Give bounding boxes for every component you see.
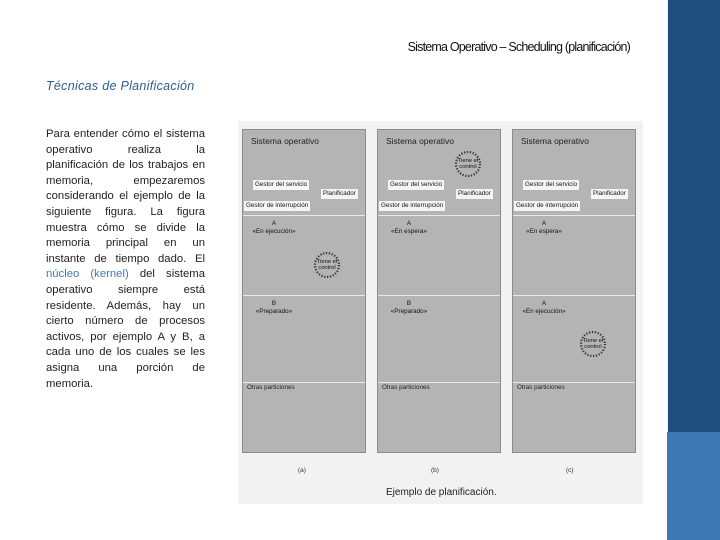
process-a-state: «En espera» xyxy=(526,228,562,235)
process-state: «En ejecución» xyxy=(522,308,566,315)
body-text-part2: del sistema operativo siempre está residente. Además, hay un cierto número de procesos activos, por ejemplo A y B, a cada uno de los cuales se les asigna una porción de memoria. xyxy=(46,268,205,390)
other-divider xyxy=(243,382,365,383)
other-partitions: Otras particiones xyxy=(517,384,565,391)
process-b xyxy=(378,300,440,316)
process-a-state: «En espera» xyxy=(391,228,427,235)
process-a-state: «En ejecución» xyxy=(252,228,296,235)
other-partitions: Otras particiones xyxy=(382,384,430,391)
control-label: Tiene el control xyxy=(457,158,479,170)
kernel-keyword: núcleo (kernel) xyxy=(46,268,129,281)
kernel-divider xyxy=(513,215,635,216)
sidebar-accent-band xyxy=(667,432,720,540)
process-a-letter: A xyxy=(541,220,547,227)
partition-divider xyxy=(243,295,365,296)
process-a-letter: A xyxy=(406,220,412,227)
process-a-letter: A xyxy=(271,220,277,227)
other-divider xyxy=(513,382,635,383)
body-text-part1: Para entender cómo el sistema operativo realiza la planificación de los trabajos en memoria, empezaremos considerando el ejemplo de la siguiente figura. La figura muestra cómo se divide la memoria principal en un instante de tiempo dado. El xyxy=(46,128,205,265)
process-b-state: «Preparado» xyxy=(255,308,293,315)
panel-b xyxy=(377,129,501,453)
kernel-divider xyxy=(243,215,365,216)
scheduler-box: Planificador xyxy=(593,190,626,197)
control-burst xyxy=(579,330,607,358)
panel-label-b: (b) xyxy=(431,467,439,474)
body-paragraph xyxy=(46,127,205,392)
os-header: Sistema operativo xyxy=(521,136,590,146)
scheduler-box: Planificador xyxy=(323,190,356,197)
interrupt-manager-box: Gestor de interrupción xyxy=(516,202,579,209)
other-divider xyxy=(378,382,500,383)
sidebar-accent xyxy=(667,0,720,540)
partition-divider xyxy=(378,295,500,296)
process-b xyxy=(243,300,305,316)
control-burst xyxy=(454,150,482,178)
slide-subtitle: Técnicas de Planificación xyxy=(46,79,195,93)
process-a xyxy=(513,220,575,236)
control-label: Tiene el control xyxy=(316,259,338,271)
figure-caption: Ejemplo de planificación. xyxy=(386,487,497,498)
panel-label-c: (c) xyxy=(566,467,574,474)
panel-label-a: (a) xyxy=(298,467,306,474)
slide-title: Sistema Operativo – Scheduling (planificación) xyxy=(407,40,630,54)
service-manager-box: Gestor del servicio xyxy=(525,181,578,188)
control-label: Tiene el control xyxy=(582,338,604,350)
scheduler-box: Planificador xyxy=(458,190,491,197)
panel-c xyxy=(512,129,636,453)
process-a xyxy=(378,220,440,236)
interrupt-manager-box: Gestor de interrupción xyxy=(246,202,309,209)
os-header: Sistema operativo xyxy=(386,136,455,146)
os-header: Sistema operativo xyxy=(251,136,320,146)
interrupt-manager-box: Gestor de interrupción xyxy=(381,202,444,209)
process-b-letter: B xyxy=(406,300,412,307)
process-b-state: «Preparado» xyxy=(390,308,428,315)
partition-divider xyxy=(513,295,635,296)
process-letter: A xyxy=(541,300,547,307)
control-burst xyxy=(313,251,341,279)
process-a xyxy=(243,220,305,236)
other-partitions: Otras particiones xyxy=(247,384,295,391)
panel-a xyxy=(242,129,366,453)
process-a-running xyxy=(513,300,575,316)
kernel-divider xyxy=(378,215,500,216)
scheduling-figure xyxy=(238,121,643,504)
process-b-letter: B xyxy=(271,300,277,307)
service-manager-box: Gestor del servicio xyxy=(390,181,443,188)
service-manager-box: Gestor del servicio xyxy=(255,181,308,188)
